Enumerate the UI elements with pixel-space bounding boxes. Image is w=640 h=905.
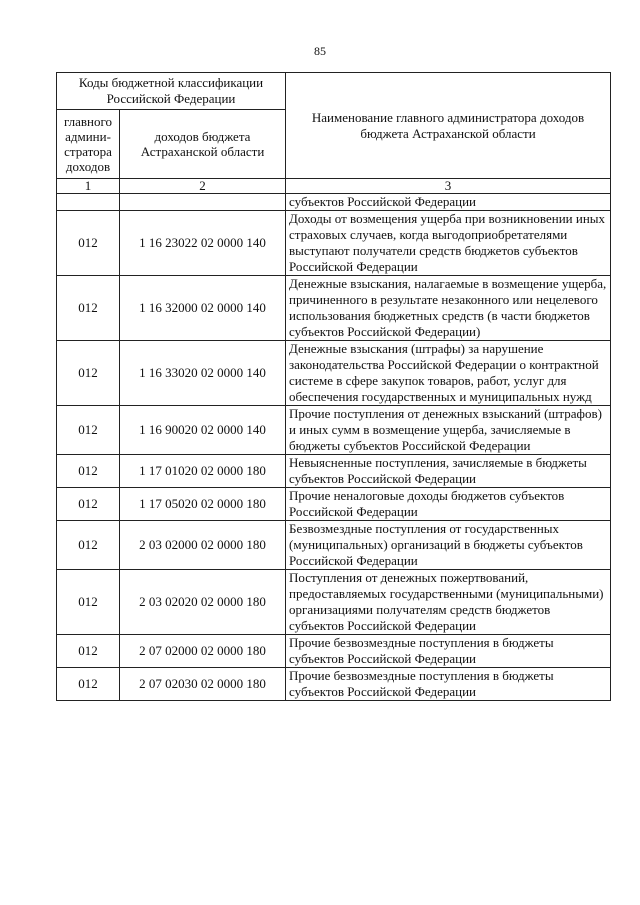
revenue-code-cell: 1 16 90020 02 0000 140 [120,406,286,455]
header-codes-group: Коды бюджетной классификации Российской Федерации [57,73,286,110]
revenue-code-cell: 2 07 02030 02 0000 180 [120,668,286,701]
table-row [57,668,611,701]
column-number-3: 3 [286,179,611,194]
table-row [57,488,611,521]
column-number-1: 1 [57,179,120,194]
table-row [57,276,611,341]
admin-code-cell: 012 [57,668,120,701]
revenue-name-cell: Прочие неналоговые доходы бюджетов субъектов Российской Федерации [286,488,611,521]
admin-code-cell: 012 [57,488,120,521]
revenue-name-cell: Денежные взыскания, налагаемые в возмещение ущерба, причиненного в результате незаконного или нецелевого использования бюджетных средств (в части бюджетов субъектов Российской Федерации) [286,276,611,341]
revenue-name-cell: Прочие поступления от денежных взысканий (штрафов) и иных сумм в возмещение ущерба, зачисляемые в бюджеты субъектов Российской Федерации [286,406,611,455]
header-revenue-column: доходов бюджета Астраханской области [120,110,286,179]
revenue-code-cell: 1 16 32000 02 0000 140 [120,276,286,341]
table-row [57,455,611,488]
continuation-empty-1 [57,194,120,211]
admin-code-cell: 012 [57,406,120,455]
revenue-name-cell: Прочие безвозмездные поступления в бюджеты субъектов Российской Федерации [286,635,611,668]
revenue-code-cell: 2 03 02000 02 0000 180 [120,521,286,570]
page-number: 85 [314,44,326,58]
table-row [57,341,611,406]
revenue-name-cell: Прочие безвозмездные поступления в бюджеты субъектов Российской Федерации [286,668,611,701]
admin-code-cell: 012 [57,635,120,668]
admin-code-cell: 012 [57,455,120,488]
revenue-name-cell: Поступления от денежных пожертвований, предоставляемых государственными (муниципальными) организациями получателям средств бюджетов субъектов Российской Федерации [286,570,611,635]
table-row [57,635,611,668]
admin-code-cell: 012 [57,276,120,341]
column-number-2: 2 [120,179,286,194]
header-name-column: Наименование главного администратора доходов бюджета Астраханской области [286,73,611,179]
revenue-name-cell: Безвозмездные поступления от государственных (муниципальных) организаций в бюджеты субъектов Российской Федерации [286,521,611,570]
continuation-row [57,194,611,211]
budget-classification-table [56,72,611,701]
table-row [57,406,611,455]
revenue-name-cell: Невыясненные поступления, зачисляемые в бюджеты субъектов Российской Федерации [286,455,611,488]
admin-code-cell: 012 [57,521,120,570]
continuation-empty-2 [120,194,286,211]
admin-code-cell: 012 [57,570,120,635]
revenue-code-cell: 1 17 05020 02 0000 180 [120,488,286,521]
revenue-code-cell: 2 07 02000 02 0000 180 [120,635,286,668]
revenue-code-cell: 2 03 02020 02 0000 180 [120,570,286,635]
revenue-code-cell: 1 16 33020 02 0000 140 [120,341,286,406]
admin-code-cell: 012 [57,211,120,276]
table-row [57,211,611,276]
revenue-name-cell: Доходы от возмещения ущерба при возникновении иных страховых случаев, когда выгодоприобретателями выступают получатели средств бюджетов субъектов Российской Федерации [286,211,611,276]
continuation-text: субъектов Российской Федерации [286,194,611,211]
revenue-code-cell: 1 17 01020 02 0000 180 [120,455,286,488]
table-row [57,521,611,570]
revenue-name-cell: Денежные взыскания (штрафы) за нарушение законодательства Российской Федерации о контрактной системе в сфере закупок товаров, работ, услуг для обеспечения государственных и муниципальных нужд [286,341,611,406]
revenue-code-cell: 1 16 23022 02 0000 140 [120,211,286,276]
header-admin-column: главного админи-стратора доходов [57,110,120,179]
admin-code-cell: 012 [57,341,120,406]
table-row [57,570,611,635]
